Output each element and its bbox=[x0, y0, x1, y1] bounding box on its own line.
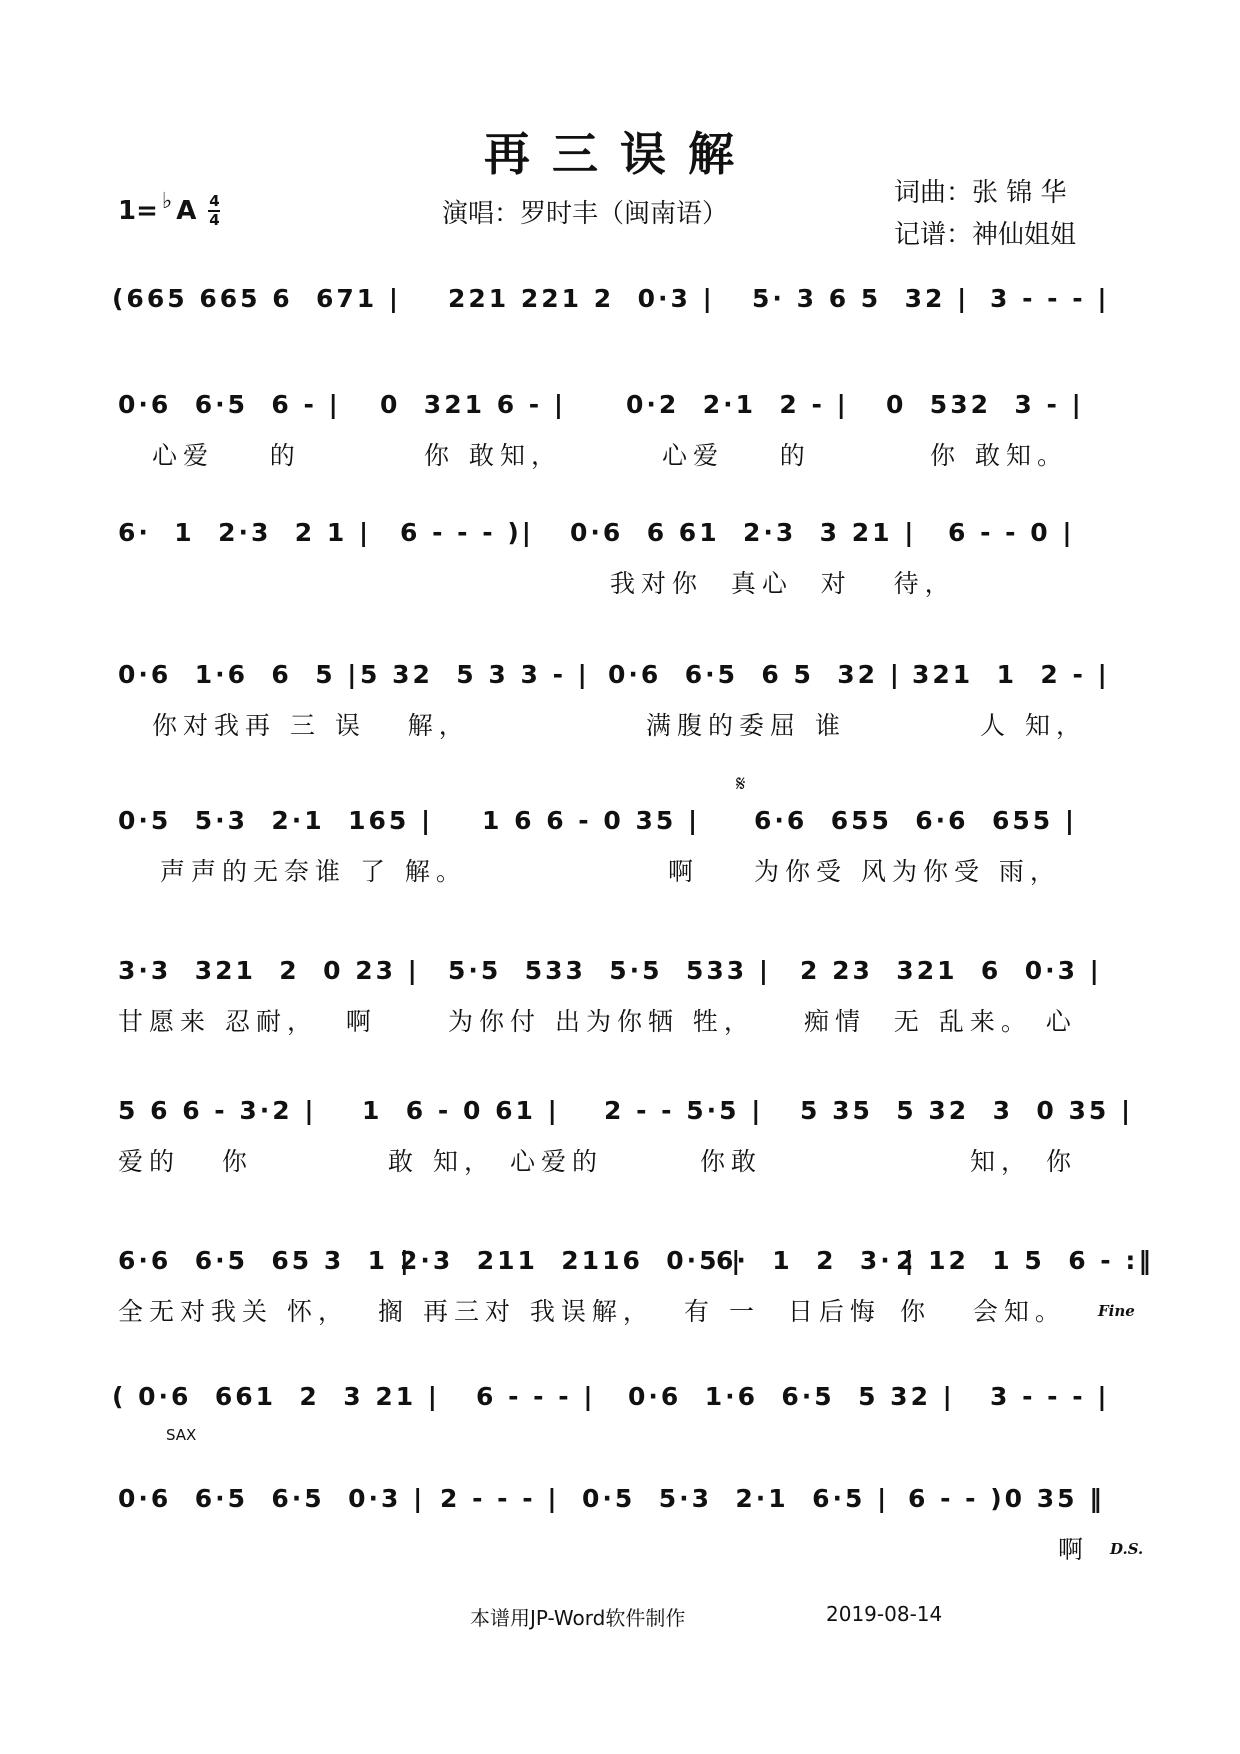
lyric: 为你受 风为你受 雨， bbox=[754, 857, 1061, 886]
fine-mark: Fine bbox=[1098, 1302, 1135, 1320]
key-note: A bbox=[176, 196, 197, 226]
measure: 6 - - 0 | bbox=[948, 518, 1075, 547]
notes-row bbox=[0, 284, 1240, 324]
measure: 2 - - - | bbox=[440, 1484, 560, 1513]
measure: 5· 3 6 5 32 | bbox=[752, 284, 970, 313]
lyrics-row bbox=[0, 436, 1240, 476]
lyrics-row bbox=[0, 1530, 1240, 1570]
measure: 6· 1 2·3 2 1 | bbox=[118, 518, 372, 547]
lyric: 啊 bbox=[668, 857, 700, 886]
key-prefix: 1= bbox=[118, 196, 158, 226]
lyric: 搁 再三对 我误解， bbox=[378, 1297, 654, 1326]
credits bbox=[894, 172, 1076, 256]
notes-row bbox=[0, 390, 1240, 430]
measure: 0·6 6 61 2·3 3 21 | bbox=[570, 518, 917, 547]
time-signature bbox=[208, 194, 220, 228]
notes-row bbox=[0, 518, 1240, 558]
measure: 0·6 1·6 6 5 | bbox=[118, 660, 360, 689]
measure: 5 6 6 - 3·2 | bbox=[118, 1096, 317, 1125]
measure: 0·5 5·3 2·1 165 | bbox=[118, 806, 434, 835]
measure: 221 221 2 0·3 | bbox=[448, 284, 715, 313]
measure: ( 0·6 661 2 3 21 | bbox=[112, 1382, 440, 1411]
measure: 0·6 6·5 6 5 32 | bbox=[608, 660, 902, 689]
measure: 2 23 321 6 0·3 | bbox=[800, 956, 1102, 985]
lyric: 甘愿来 忍耐， 啊 bbox=[118, 1007, 377, 1036]
lyric: 敢 知， bbox=[388, 1147, 495, 1176]
lyric: 你 会知。 bbox=[900, 1297, 1066, 1326]
lyric: 你敢 bbox=[700, 1147, 763, 1176]
lyrics-row bbox=[0, 564, 1240, 604]
lyric: 痴情 无 乱来。 心 bbox=[804, 1007, 1077, 1036]
sax-label: SAX bbox=[166, 1426, 197, 1444]
measure: 3 - - - | bbox=[990, 1382, 1110, 1411]
notes-row bbox=[0, 1382, 1240, 1422]
key-signature bbox=[118, 188, 220, 229]
measure: 1 6 - 0 61 | bbox=[362, 1096, 560, 1125]
segno-icon: 𝄋 bbox=[736, 772, 746, 797]
measure: 0·6 6·5 6·5 0·3 | bbox=[118, 1484, 426, 1513]
lyric: 你对我再 三 误 解， bbox=[152, 711, 470, 740]
notes-row bbox=[0, 956, 1240, 996]
measure: (665 665 6 671 | bbox=[112, 284, 402, 313]
measure: 6 - - - | bbox=[476, 1382, 596, 1411]
measure: 3 - - - | bbox=[990, 284, 1110, 313]
time-signature-bottom: 4 bbox=[209, 211, 220, 229]
measure: 321 1 2 - | bbox=[912, 660, 1110, 689]
measure: 0 532 3 - | bbox=[886, 390, 1084, 419]
measure: 0·5 5·3 2·1 6·5 | bbox=[582, 1484, 890, 1513]
lyric: 知， 你 bbox=[970, 1147, 1077, 1176]
lyric: 爱的 你 bbox=[118, 1147, 253, 1176]
lyric: 心爱的 bbox=[510, 1147, 604, 1176]
measure: 5·5 533 5·5 533 | bbox=[448, 956, 772, 985]
flat-icon: ♭ bbox=[161, 188, 173, 214]
measure: 6·6 6·5 65 3 1 | bbox=[118, 1246, 412, 1275]
notes-row bbox=[0, 1096, 1240, 1136]
measure: 6 - - )0 35 ‖ bbox=[908, 1484, 1105, 1513]
lyrics-row bbox=[0, 1002, 1240, 1042]
lyric: 啊 bbox=[1058, 1535, 1090, 1564]
software-credit: 本谱用JP-Word软件制作 bbox=[470, 1606, 686, 1630]
measure: 5 32 5 3 3 - | bbox=[360, 660, 590, 689]
measure: 0·6 1·6 6·5 5 32 | bbox=[628, 1382, 955, 1411]
lyric: 心爱 的 bbox=[152, 441, 301, 470]
lyrics-row bbox=[0, 1292, 1240, 1332]
measure: 2·3 211 2116 0·5 | bbox=[400, 1246, 744, 1275]
notes-row bbox=[0, 1484, 1240, 1524]
lyrics-row bbox=[0, 1142, 1240, 1182]
transcriber: 记谱：神仙姐姐 bbox=[894, 220, 1077, 250]
lyricist-composer: 词曲：张 锦 华 bbox=[894, 178, 1067, 208]
lyric: 有 一 日后悔 bbox=[684, 1297, 881, 1326]
measure: 0·2 2·1 2 - | bbox=[626, 390, 849, 419]
performer: 演唱：罗时丰（闽南语） bbox=[442, 199, 729, 229]
lyrics-row bbox=[0, 706, 1240, 746]
lyric: 全无对我关 怀， bbox=[118, 1297, 349, 1326]
lyric: 人 知， bbox=[980, 711, 1087, 740]
measure: 0 321 6 - | bbox=[380, 390, 566, 419]
measure: 5 35 5 32 3 0 35 | bbox=[800, 1096, 1134, 1125]
notes-row bbox=[0, 1246, 1240, 1286]
creation-date: 2019-08-14 bbox=[826, 1602, 943, 1626]
page-title: 再三误解 bbox=[484, 127, 756, 181]
measure: 6 - - - )| bbox=[400, 518, 534, 547]
lyric: 心爱 的 bbox=[662, 441, 811, 470]
measure: 2 - - 5·5 | bbox=[604, 1096, 764, 1125]
measure: 2 12 1 5 6 - :‖ bbox=[896, 1246, 1154, 1275]
measure: 0·6 6·5 6 - | bbox=[118, 390, 341, 419]
measure: 1 6 6 - 0 35 | bbox=[482, 806, 701, 835]
lyric: 你 敢知， bbox=[424, 441, 562, 470]
measure: 3·3 321 2 0 23 | bbox=[118, 956, 420, 985]
lyrics-row bbox=[0, 852, 1240, 892]
lyric: 你 敢知。 bbox=[930, 441, 1068, 470]
lyric: 满腹的委屈 谁 bbox=[646, 711, 846, 740]
lyric: 声声的无奈谁 了 解。 bbox=[160, 857, 467, 886]
time-signature-top: 4 bbox=[209, 192, 220, 210]
measure: 6· 1 2 3· | bbox=[716, 1246, 917, 1275]
notes-row bbox=[0, 806, 1240, 846]
ds-mark: D.S. bbox=[1110, 1540, 1144, 1558]
lyric: 为你付 出为你牺 牲， bbox=[448, 1007, 755, 1036]
notes-row bbox=[0, 660, 1240, 700]
lyric: 我对你 真心 对 待， bbox=[610, 569, 956, 598]
measure: 6·6 655 6·6 655 | bbox=[754, 806, 1078, 835]
